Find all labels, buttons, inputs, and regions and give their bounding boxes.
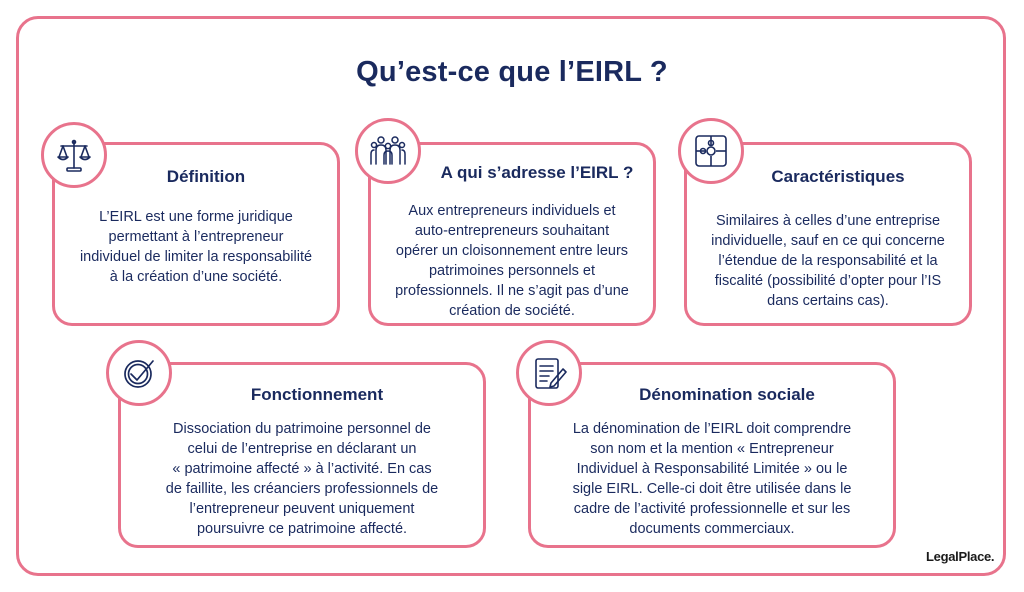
card-functioning <box>118 362 486 548</box>
puzzle-icon <box>678 118 744 184</box>
brand-logo: LegalPlace. <box>926 549 995 564</box>
page-title: Qu’est-ce que l’EIRL ? <box>356 56 668 88</box>
card-title: Fonctionnement <box>250 385 384 404</box>
checkmark-circle-icon <box>106 340 172 406</box>
card-title: Définition <box>166 167 246 186</box>
card-text: La dénomination de l’EIRL doit comprendre son nom et la mention « Entrepreneur Individuel à Responsabilité Limitée » ou le sigle EIRL. Celle-ci doit être utilisée dans le cadre de l’activité professionnelle et sur les documents commerciaux. <box>572 421 852 537</box>
document-pen-icon <box>516 340 582 406</box>
card-title: Caractéristiques <box>771 167 905 186</box>
card-company-name <box>528 362 896 548</box>
card-text: Dissociation du patrimoine personnel de celui de l’entreprise en déclarant un « patrimoine affecté » à l’activité. En cas de faillite, les créanciers professionnels de l’entrepreneur peuvent uniquement poursuivre ce patrimoine affecté. <box>165 421 439 537</box>
card-title: Dénomination sociale <box>639 385 815 404</box>
card-text: L’EIRL est une forme juridique permettant à l’entrepreneur individuel de limiter la responsabilité à la création d’une société. <box>79 209 313 285</box>
scales-icon <box>41 122 107 188</box>
card-text: Similaires à celles d’une entreprise individuelle, sauf en ce qui concerne l’étendue de la responsabilité et la fiscalité (possibilité d’opter pour l’IS dans certains cas). <box>711 213 945 309</box>
card-title: A qui s’adresse l’EIRL ? <box>440 163 634 182</box>
people-group-icon <box>355 118 421 184</box>
card-text: Aux entrepreneurs individuels et auto-entrepreneurs souhaitant opérer un cloisonnement entre leurs patrimoines personnels et professionnels. Il ne s’agit pas d’une création de société. <box>395 203 629 319</box>
